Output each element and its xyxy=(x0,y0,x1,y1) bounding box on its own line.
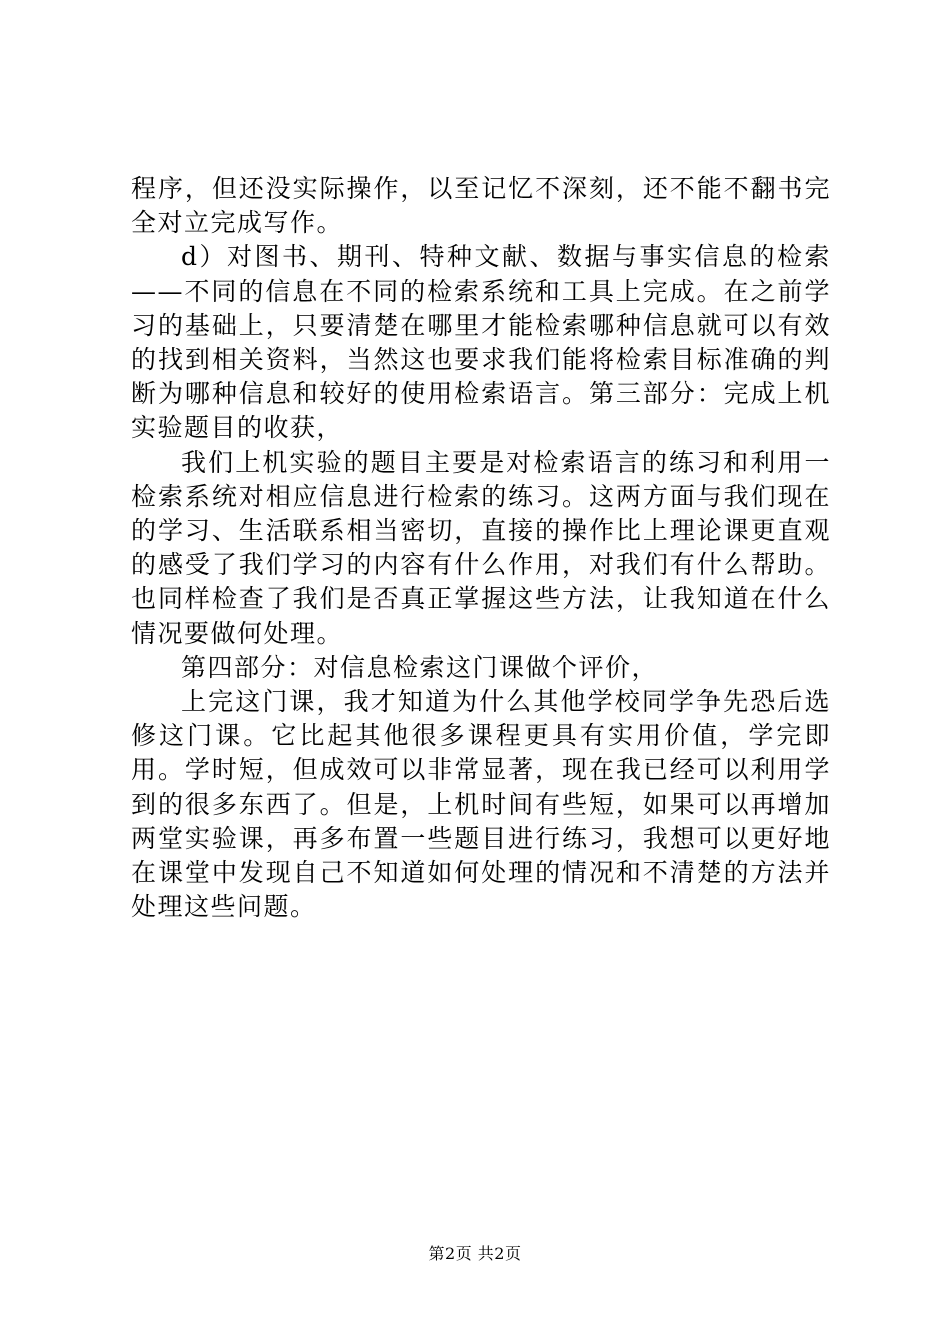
section-heading-part-four: 第四部分：对信息检索这门课做个评价， xyxy=(181,652,659,682)
paragraph-continuation: 程序，但还没实际操作，以至记忆不深刻，还不能不翻书完全对立完成写作。 xyxy=(131,174,831,238)
paragraph-lab-exercises: 我们上机实验的题目主要是对检索语言的练习和利用一检索系统对相应信息进行检索的练习。这两方面与我们现在的学习、生活联系相当密切，直接的操作比上理论课更直观的感受了我们学习的内容有什么作用，对我们有什么帮助。也同样检查了我们是否真正掌握这些方法，让我知道在什么情况要做何处理。 xyxy=(131,447,831,648)
paragraph-retrieval-d: d）对图书、期刊、特种文献、数据与事实信息的检索——不同的信息在不同的检索系统和工具上完成。在之前学习的基础上，只要清楚在哪里才能检索哪种信息就可以有效的找到相关资料，当然这也要求我们能将检索目标准确的判断为哪种信息和较好的使用检索语言。第三部分：完成上机实验题目的收获， xyxy=(131,242,831,443)
page-number-footer: 第2页 共2页 xyxy=(428,1244,522,1263)
document-body xyxy=(131,172,831,924)
paragraph-course-evaluation: 上完这门课，我才知道为什么其他学校同学争先恐后选修这门课。它比起其他很多课程更具有实用价值，学完即用。学时短，但成效可以非常显著，现在我已经可以利用学到的很多东西了。但是，上机时间有些短，如果可以再增加两堂实验课，再多布置一些题目进行练习，我想可以更好地在课堂中发现自己不知道如何处理的情况和不清楚的方法并处理这些问题。 xyxy=(131,687,831,922)
